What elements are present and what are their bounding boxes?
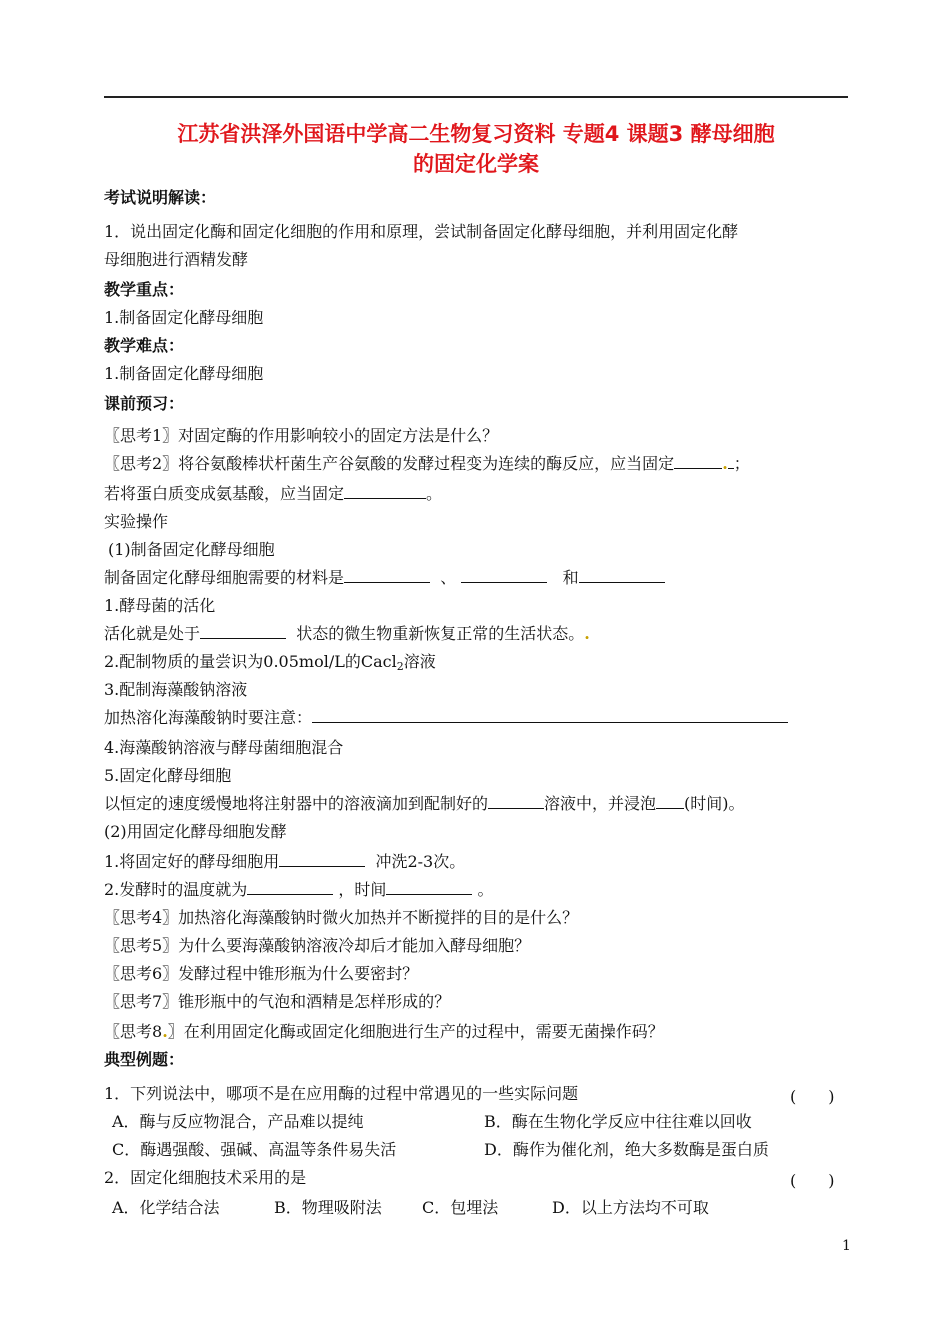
- teaching-focus-item: 1.制备固定化酵母细胞: [104, 308, 264, 327]
- mark-dot: .: [722, 454, 728, 473]
- wash-post: 冲洗2-3次。: [375, 852, 466, 871]
- preview-heading: 课前预习：: [104, 394, 185, 413]
- experiment-title: 实验操作: [104, 512, 169, 531]
- ferment-line: [104, 880, 494, 900]
- blank-field[interactable]: [312, 708, 788, 723]
- ferment-mid: ，时间: [338, 880, 387, 899]
- q2-option-b: B．物理吸附法: [274, 1198, 382, 1217]
- experiment-part1-title: (1)制备固定化酵母细胞: [108, 540, 275, 559]
- materials-line: [104, 568, 665, 588]
- inject-line: [104, 794, 745, 814]
- answer-bracket-2[interactable]: ( ): [790, 1171, 835, 1190]
- q2-option-d: D．以上方法均不可取: [552, 1198, 709, 1217]
- step-2-text: 2.配制物质的量尝识为0.05mol/L的Cacl: [104, 652, 397, 671]
- blank-field[interactable]: [200, 624, 286, 639]
- answer-bracket-1[interactable]: ( ): [790, 1087, 835, 1106]
- think-2-line2: [104, 484, 442, 504]
- blank-field[interactable]: [279, 852, 365, 867]
- step-5: 5.固定化酵母细胞: [104, 766, 232, 785]
- heat-note-text: 加热溶化海藻酸钠时要注意：: [104, 708, 313, 727]
- question-2: 2．固定化细胞技术采用的是: [104, 1168, 307, 1187]
- activate-text: 活化就是处于: [104, 624, 201, 643]
- exam-item-1-line1: 1．说出固定化酶和固定化细胞的作用和原理，尝试制备固定化酵母细胞，并利用固定化酵: [104, 222, 739, 241]
- exam-item-1-line2: 母细胞进行酒精发酵: [104, 250, 249, 269]
- think-6: 〖思考6〗发酵过程中锥形瓶为什么要密封？: [104, 964, 419, 983]
- think-2-end: ；: [733, 454, 750, 473]
- question-1: 1．下列说法中，哪项不是在应用酶的过程中常遇见的一些实际问题: [104, 1084, 579, 1103]
- think-7: 〖思考7〗锥形瓶中的气泡和酒精是怎样形成的？: [104, 992, 451, 1011]
- heat-note-line: [104, 708, 788, 728]
- activate-line: [104, 624, 590, 644]
- teaching-difficulty-item: 1.制备固定化酵母细胞: [104, 364, 264, 383]
- materials-text: 制备固定化酵母细胞需要的材料是: [104, 568, 345, 587]
- q2-option-a: A．化学结合法: [112, 1198, 220, 1217]
- blank-field[interactable]: [461, 568, 547, 583]
- q1-option-a: A．酶与反应物混合，产品难以提纯: [112, 1112, 364, 1131]
- blank-field[interactable]: [247, 880, 333, 895]
- inject-mid: 溶液中，并浸泡: [544, 794, 657, 813]
- q1-option-d: D．酶作为催化剂，绝大多数酶是蛋白质: [484, 1140, 769, 1159]
- q1-option-b: B．酶在生物化学反应中往往难以回收: [484, 1112, 752, 1131]
- experiment-part2-title: (2)用固定化酵母细胞发酵: [104, 822, 287, 841]
- inject-post: (时间)。: [684, 794, 745, 813]
- think-5: 〖思考5〗为什么要海藻酸钠溶液冷却后才能加入酵母细胞？: [104, 936, 531, 955]
- step-4: 4.海藻酸钠溶液与酵母菌细胞混合: [104, 738, 344, 757]
- think-8: [104, 1022, 664, 1042]
- blank-field[interactable]: [674, 454, 722, 469]
- think-1: 〖思考1〗对固定酶的作用影响较小的固定方法是什么？: [104, 426, 499, 445]
- header-rule: [104, 96, 848, 98]
- mark-dot: .: [162, 1022, 168, 1041]
- q1-option-c: C．酶遇强酸、强碱、高温等条件易失活: [112, 1140, 397, 1159]
- q2-option-c: C．包埋法: [422, 1198, 499, 1217]
- document-title-line1: 江苏省洪泽外国语中学高二生物复习资料 专题4 课题3 酵母细胞: [177, 122, 775, 146]
- ferment-post: 。: [477, 880, 494, 899]
- typical-examples-heading: 典型例题：: [104, 1050, 185, 1069]
- step-2: [104, 652, 436, 677]
- ferment-text: 2.发酵时的温度就为: [104, 880, 248, 899]
- step-3: 3.配制海藻酸钠溶液: [104, 680, 248, 699]
- exam-explanation-heading: 考试说明解读：: [104, 188, 217, 207]
- mark-dot: .: [584, 624, 590, 643]
- teaching-difficulty-heading: 教学难点：: [104, 336, 185, 355]
- think-2b-text: 若将蛋白质变成氨基酸，应当固定: [104, 484, 345, 503]
- blank-field[interactable]: [344, 568, 430, 583]
- step-2-subscript: 2: [396, 660, 404, 673]
- think-2b-end: 。: [426, 484, 443, 503]
- blank-field[interactable]: [579, 568, 665, 583]
- wash-text: 1.将固定好的酵母细胞用: [104, 852, 280, 871]
- blank-field[interactable]: [488, 794, 544, 809]
- think-2-line1: [104, 454, 750, 474]
- wash-line: [104, 852, 465, 872]
- think-8-text: 〖思考8: [104, 1022, 163, 1041]
- activate-post: 状态的微生物重新恢复正常的生活状态。: [296, 624, 585, 643]
- blank-field[interactable]: [344, 484, 426, 499]
- think-2-text: 〖思考2〗将谷氨酸棒状杆菌生产谷氨酸的发酵过程变为连续的酶反应，应当固定: [104, 454, 675, 473]
- document-title-line2: 的固定化学案: [413, 152, 539, 176]
- step-1: 1.酵母菌的活化: [104, 596, 216, 615]
- page-number: 1: [842, 1238, 851, 1254]
- think-4: 〖思考4〗加热溶化海藻酸钠时微火加热并不断搅拌的目的是什么？: [104, 908, 579, 927]
- step-2-post: 溶液: [403, 652, 436, 671]
- materials-sep1: 、: [440, 568, 457, 587]
- inject-text: 以恒定的速度缓慢地将注射器中的溶液滴加到配制好的: [104, 794, 489, 813]
- teaching-focus-heading: 教学重点：: [104, 280, 185, 299]
- materials-sep2: 和: [562, 568, 579, 587]
- blank-field[interactable]: [656, 794, 684, 809]
- blank-field[interactable]: [386, 880, 472, 895]
- think-8-post: 〗在利用固定化酶或固定化细胞进行生产的过程中，需要无菌操作码？: [167, 1022, 664, 1041]
